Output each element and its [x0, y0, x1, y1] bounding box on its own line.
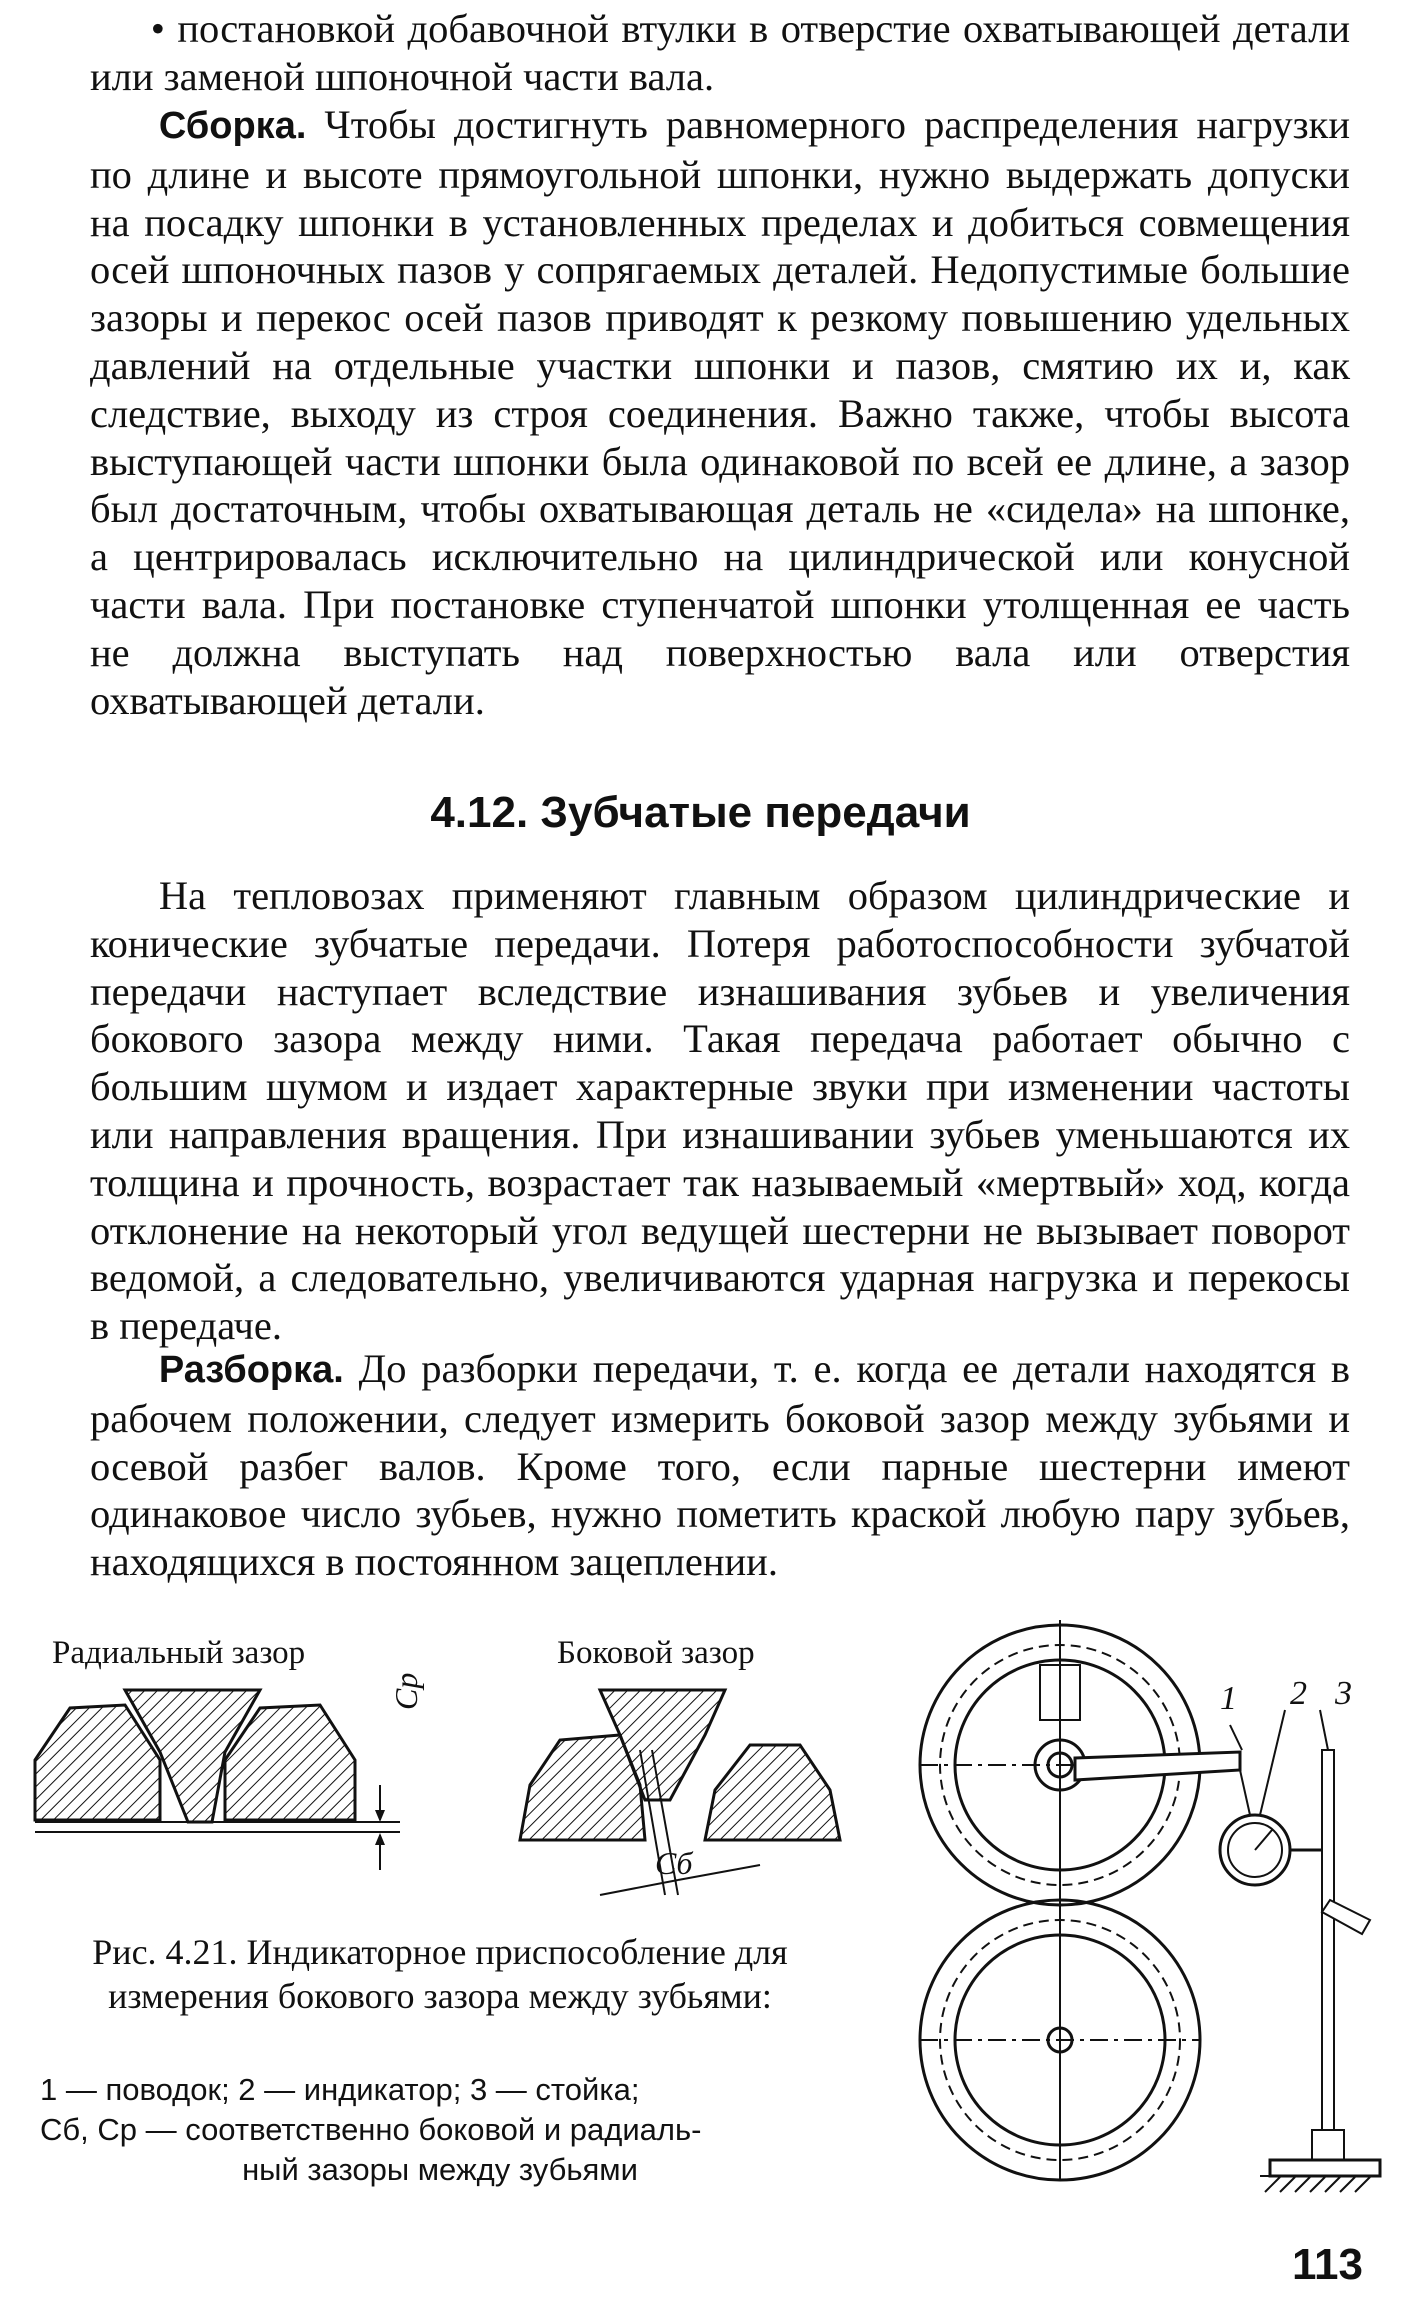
assembly-lead: Сборка. — [158, 105, 307, 147]
assembly-text: Чтобы достигнуть равномерного распределения нагрузки по длине и высоте прямоугольной шпонки, нужно выдержать допуски на посадку шпонки в установленных пределах и добиться совмещения осей шпоночных пазов у сопрягаемых деталей. Недопустимые большие зазоры и перекос осей пазов приводят к резкому повышению удельных давлений на отдельные участки шпонки и пазов, смятию их и, как следствие, выходу из строя соединения. Важно также, чтобы высота выступающей части шпонки была одинаковой по всей ее длине, а зазор был достаточным, чтобы охватывающая деталь не «сидела» на шпонке, а центрировалась исключительно на цилиндрической или конусной части вала. При постановке ступенчатой шпонки утолщенная ее часть не должна выступать над поверхностью вала или отверстия охватывающей детали. — [90, 102, 1350, 723]
paragraph-intro: На тепловозах применяют главным образом цилиндрические и конические зубчатые передачи. Потеря работоспособности зубчатой передачи наступает вследствие изнашивания зубьев и увеличения бокового зазора между ними. Такая передача работает обычно с большим шумом и издает характерные звуки при изменении частоты или направления вращения. При изнашивании зубьев уменьшаются их толщина и прочность, возрастает так называемый «мертвый» ход, когда отклонение на некоторый угол ведущей шестерни не вызывает поворот ведомой, а следовательно, увеличиваются ударная нагрузка и перекосы в передаче. — [90, 873, 1350, 1349]
lever — [1075, 1752, 1240, 1780]
paragraph-bullet: • постановкой добавочной втулки в отверстие охватывающей детали или заменой шпоночной части вала. — [90, 6, 1350, 99]
figure-caption: Рис. 4.21. Индикаторное приспособление для измерения бокового зазора между зубьями: — [92, 1932, 788, 2016]
radial-gap-drawing — [30, 1690, 410, 1850]
legend-line-1: 1 — поводок; 2 — индикатор; 3 — стойка; — [40, 2072, 640, 2107]
disassembly-lead: Разборка. — [158, 1349, 344, 1391]
radial-lower-tooth-2 — [225, 1705, 355, 1820]
legend-line-2: Cб, Cр — соответственно боковой и радиаль- — [40, 2112, 702, 2147]
side-lower-tooth-2 — [705, 1745, 840, 1840]
label-radial-gap: Радиальный зазор — [52, 1635, 306, 1671]
callout-3: 3 — [1335, 1675, 1352, 1712]
label-side-gap: Боковой зазор — [557, 1635, 755, 1671]
callout-2: 2 — [1290, 1675, 1307, 1712]
section-heading: 4.12. Зубчатые передачи — [430, 788, 971, 837]
legend-line-3: ный зазоры между зубьями — [242, 2152, 638, 2187]
callout-1: 1 — [1220, 1680, 1237, 1717]
paragraph-disassembly — [90, 1345, 1350, 1586]
page-number: 113 — [1292, 2240, 1363, 2289]
disassembly-text: До разборки передачи, т. е. когда ее детали находятся в рабочем положении, следует измерить боковой зазор между зубьями и осевой разбег валов. Кроме того, если парные шестерни имеют одинаковое число зубьев, нужно пометить краской любую пару зубьев, находящихся в постоянном зацеплении. — [90, 1346, 1350, 1585]
stand — [1322, 1750, 1334, 2170]
symbol-cb: Cб — [655, 1845, 693, 1881]
symbol-cr: Cp — [388, 1672, 424, 1710]
radial-lower-tooth — [35, 1705, 160, 1820]
gear-indicator-drawing — [900, 1620, 1380, 2220]
paragraph-assembly — [90, 101, 1350, 724]
figure-legend — [40, 2070, 840, 2190]
